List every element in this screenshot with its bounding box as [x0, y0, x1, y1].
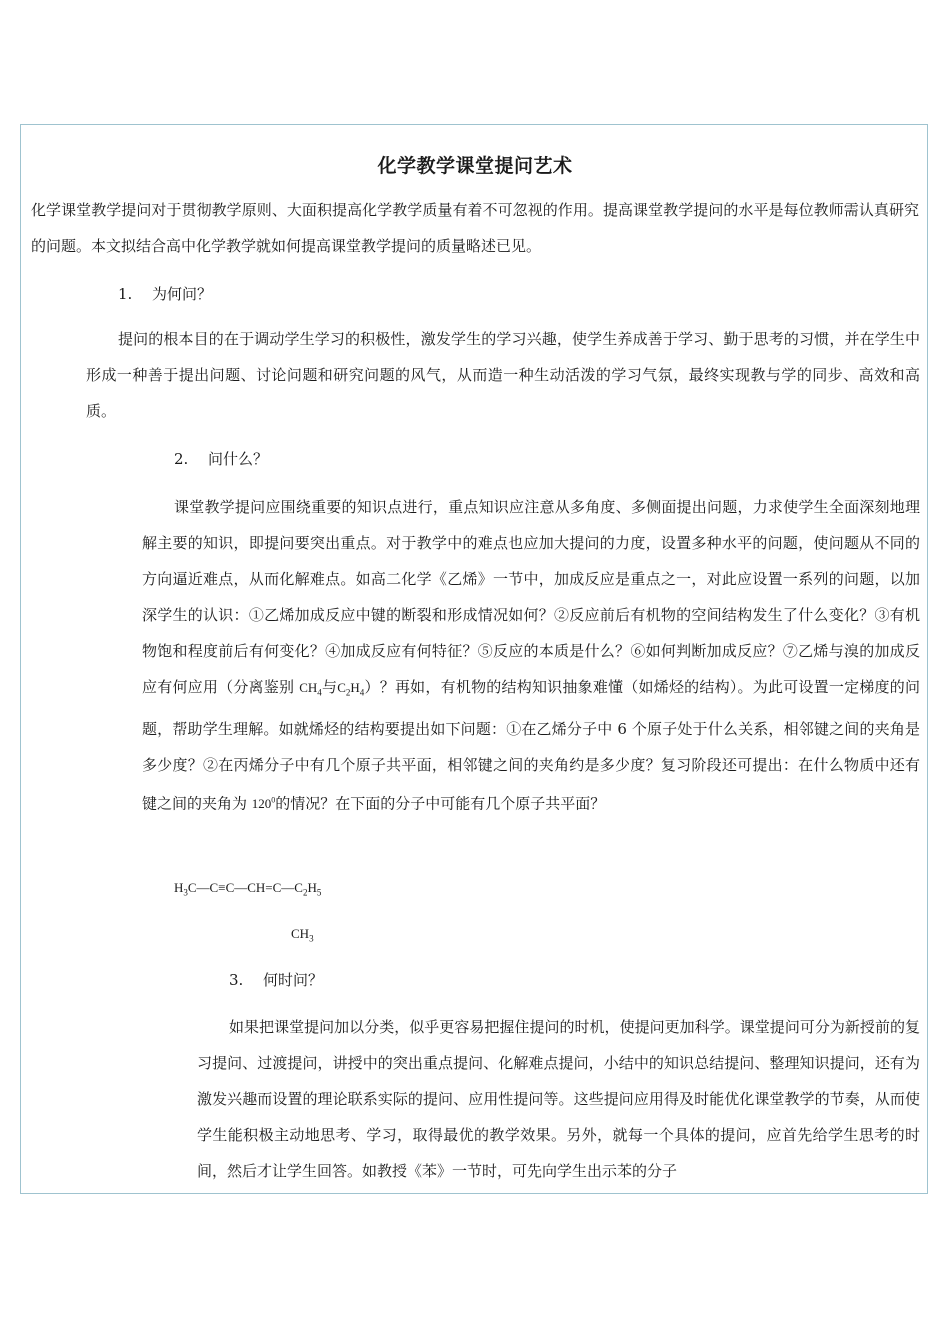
section-heading-text: 问什么？ [208, 450, 269, 468]
section-1-heading [118, 282, 212, 306]
structural-formula-main: $H_3C—C\equiv C—CH=C—C_2H_5$ [174, 880, 322, 898]
document-title: 化学教学课堂提问艺术 [377, 155, 573, 177]
section-3-heading [229, 968, 323, 992]
body-text: 的情况？在下面的分子中可能有几个原子共平面？ [275, 793, 606, 812]
section-number: 2. [174, 450, 189, 468]
section-3-body: 如果把课堂提问加以分类，似乎更容易把握住提问的时机，使提问更加科学。课堂提问可分为新授前的复习提问、过渡提问，讲授中的突出重点提问、化解难点提问，小结中的知识总结提问、整理知识提问，还有为激发兴趣而设置的理论联系实际的提问、应用性提问等。这些提问应用得及时能优化课堂教学的节奏，从而使学生能积极主动地思考、学习，取得最优的教学效果。另外，就每一个具体的提问，应首先给学生思考的时间，然后才让学生回答。如教授《苯》一节时，可先向学生出示苯的分子 [197, 1018, 920, 1180]
body-text: 课堂教学提问应围绕重要的知识点进行，重点知识应注意从多角度、多侧面提出问题，力求使学生全面深刻地理解主要的知识，即提问要突出重点。对于教学中的难点也应加大提问的力度，设置多种水平的问题，使问题从不同的方向逼近难点，从而化解难点。如高二化学《乙烯》一节中，加成反应是重点之一，对此应设置一系列的问题，以加深学生的认识：①乙烯加成反应中键的断裂和形成情况如何？②反应前后有机物的空间结构发生了什么变化？③有机物饱和程度前后有何变化？④加成反应有何特征？⑤反应的本质是什么？⑥如何判断加成反应？⑦乙烯与溴的加成反应有何应用（分离鉴别 [142, 498, 920, 696]
section-number: 1. [118, 285, 133, 303]
formula-ch4: $CH_4$ [299, 680, 322, 698]
body-text: ）？再如，有机物的结构知识抽象难懂（如烯烃的结构）。为此可设置一定梯度的问题，帮助学生理解。如就烯烃的结构要提出如下问题：①在乙烯分子中 6 个原子处于什么关系，相邻键之间的夹角是多少度？②在丙烯分子中有几个原子共平面，相邻键之间的夹角约是多少度？复习阶段还可提出：在什么物质中还有键之间的夹角为 [142, 678, 920, 812]
section-heading-text: 何时问？ [263, 971, 324, 989]
conjunction: 与 [321, 678, 338, 696]
section-heading-text: 为何问？ [152, 285, 213, 303]
document-frame [20, 124, 928, 1194]
angle-value: $120^0$ [251, 795, 276, 811]
structural-formula-branch: $CH_3$ [291, 926, 314, 944]
section-number: 3. [229, 971, 244, 989]
intro-paragraph: 化学课堂教学提问对于贯彻教学原则、大面积提高化学教学质量有着不可忽视的作用。提高课堂教学提问的水平是每位教师需认真研究的问题。本文拟结合高中化学教学就如何提高课堂教学提问的质量略述已见。 [31, 201, 919, 255]
formula-c2h4: $C_2H_4$ [337, 680, 365, 698]
section-2-body [142, 489, 920, 822]
section-2-heading [174, 447, 268, 471]
section-1-body: 提问的根本目的在于调动学生学习的积极性，激发学生的学习兴趣，使学生养成善于学习、勤于思考的习惯，并在学生中形成一种善于提出问题、讨论问题和研究问题的风气，从而造一种生动活泼的学习气氛，最终实现教与学的同步、高效和高质。 [86, 330, 920, 420]
